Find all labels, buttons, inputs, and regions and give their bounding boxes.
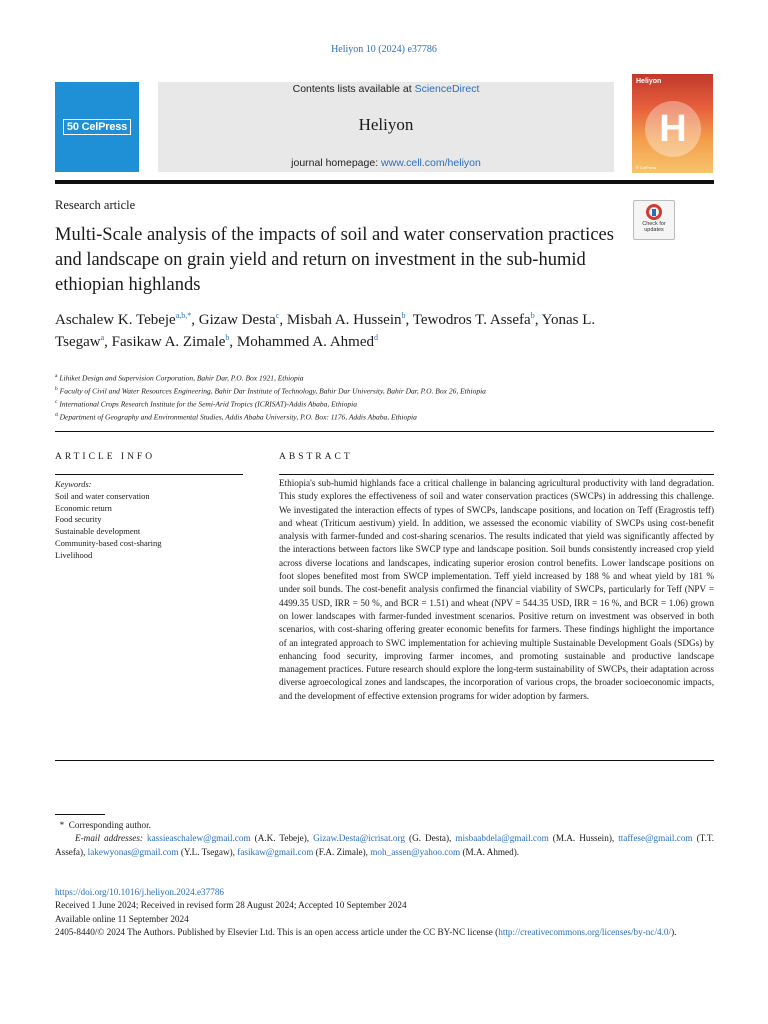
doi-link[interactable]: https://doi.org/10.1016/j.heliyon.2024.e37786 [55, 887, 225, 897]
email-owner: (Y.L. Tsegaw), [180, 846, 235, 857]
affiliation-text: Department of Geography and Environmental Studies, Addis Ababa University, P.O. Box: 1176, Addis Ababa, Ethiopia [59, 412, 417, 422]
keyword-item: Soil and water conservation [55, 490, 150, 501]
email-label: E-mail addresses: [75, 833, 143, 844]
author-affiliation-marker[interactable]: c [275, 311, 280, 320]
check-for-updates-button[interactable] [633, 200, 675, 240]
email-link[interactable]: kassieaschalew@gmail.com [147, 833, 251, 844]
abstract-text: Ethiopia's sub-humid highlands face a critical challenge in balancing agricultural productivity with land degradation. This study explores the effectiveness of soil and water conservation practices (SWCPs) in addressing this challenge. We investigated the interaction effects of types of SWCPs, landscape positions, and location on Teff (Eragrostis teff) and wheat (Triticum aestivum) yield. In addition, we assessed the economic viability of SWCPs using cost-benefit analysis with farmer-funded and cost-sharing scenarios. The results indicated that yield was significantly affected by the interactions between factors like SWCP type and landscape position. Soil bunds consistently increased crop yield across diverse locations and landscapes, indicating superior erosion control benefits. Lower landscape positions on foot slopes benefited most from SWCP implementation. Teff yield increased by 188 % and wheat yield by 181 % under soil bunds. The cost-benefit analysis confirmed the financial viability of SWCPs, particularly for Teff (NPV = 4499.35 USD, IRR = 50 %, and BCR = 1.51) and wheat (NPV = 544.35 USD, IRR = 16 %, and BCR = 1.06) grown on lower landscapes with farmer-funded investment scenarios. Positive return on investment was observed in both scenarios, with cost-sharing offering greater economic benefits for farmers. These findings highlight the importance of an integrated approach to SWC implementation for achieving multiple Sustainable Development Goals (SDGs) by enhancing food security, improving farmer incomes, and promoting sustainable and productive landscape management practices. Future research should explore the long-term sustainability of SWCPs, their adaptation across diverse agroecological zones and landscapes, the incorporation of various crops, the broader socioeconomic impacts, and the development of effective extension programs for wider adoption by farmers. [279, 478, 714, 701]
affiliation-marker: d [55, 412, 58, 418]
email-link[interactable]: moh_assen@yahoo.com [370, 846, 461, 857]
article-type: Research article [55, 198, 136, 212]
email-owner: (M.A. Ahmed). [462, 846, 520, 857]
affiliation-item [55, 384, 695, 397]
affiliation-text: International Crops Research Institute for the Semi-Arid Tropics (ICRISAT)-Addis Ababa, Ethiopia [59, 399, 358, 409]
email-owner: (A.K. Tebeje), [254, 833, 310, 844]
email-link[interactable]: fasikaw@gmail.com [237, 846, 314, 857]
keyword-item: Sustainable development [55, 526, 141, 537]
email-link[interactable]: Gizaw.Desta@icrisat.org [313, 833, 406, 844]
license-link[interactable]: http://creativecommons.org/licenses/by-nc/4.0/ [498, 926, 672, 937]
author-name: Fasikaw A. Zimale [111, 334, 226, 350]
available-online: Available online 11 September 2024 [55, 913, 189, 924]
affiliation-item [55, 410, 695, 423]
author-name: Tewodros T. Assefa [412, 312, 531, 328]
cellpress-logo-text: 50 CelPress [63, 119, 131, 135]
crossmark-icon [646, 204, 662, 220]
article-info-heading: ARTICLE INFO [55, 452, 156, 462]
author-affiliation-marker[interactable]: a [100, 333, 105, 342]
license-statement [55, 926, 714, 939]
cover-title: Heliyon [636, 78, 662, 85]
cover-footer: © CelPress [636, 165, 657, 170]
author-separator: , [279, 312, 287, 328]
journal-banner [158, 82, 614, 172]
crossmark-line1: Check for [642, 221, 666, 227]
journal-name: Heliyon [358, 115, 414, 134]
affiliation-list [55, 371, 695, 423]
author-name: Mohammed A. Ahmed [236, 334, 374, 350]
contents-line [158, 83, 614, 95]
author-name: Aschalew K. Tebeje [55, 312, 176, 328]
abstract-rule [279, 474, 714, 475]
author-separator: , [104, 334, 112, 350]
footnote-rule [55, 814, 105, 815]
abstract-heading: ABSTRACT [279, 452, 353, 462]
publication-info [55, 886, 714, 939]
author-list [55, 307, 615, 351]
affiliation-text: Faculty of Civil and Water Resources Engineering, Bahir Dar Institute of Technology, Bahir Dar University, Bahir Dar, P.O. Box 26, Ethiopia [59, 386, 486, 396]
article-title: Multi-Scale analysis of the impacts of soil and water conservation practices and landscape on grain yield and return on investment in the sub-humid ethiopian highlands [55, 225, 614, 295]
email-addresses [55, 832, 714, 859]
corresponding-mark: * [59, 820, 65, 830]
author-affiliation-marker[interactable]: d [373, 333, 378, 342]
corresponding-author-note [55, 819, 714, 832]
author-name: Gizaw Desta [198, 312, 276, 328]
cover-emblem [645, 101, 701, 157]
keyword-item: Food security [55, 514, 102, 525]
affiliation-marker: b [55, 386, 58, 392]
email-link[interactable]: misbaabdela@gmail.com [455, 833, 549, 844]
crossmark-label [634, 221, 674, 233]
corresponding-author-text: Corresponding author. [68, 820, 151, 830]
cover-letter: H [659, 108, 687, 150]
license-suffix: ). [671, 926, 677, 937]
email-link[interactable]: ttaffese@gmail.com [618, 833, 693, 844]
received-dates: Received 1 June 2024; Received in revised form 28 August 2024; Accepted 10 September 2024 [55, 900, 407, 911]
email-link[interactable]: lakewyonas@gmail.com [87, 846, 179, 857]
keywords-label: Keywords: [55, 479, 92, 489]
affiliation-marker: a [55, 373, 58, 379]
footnotes [55, 819, 714, 859]
crossmark-line2: updates [644, 227, 664, 233]
keywords-list [55, 491, 243, 562]
keyword-item: Community-based cost-sharing [55, 537, 162, 548]
header-divider [55, 180, 714, 184]
email-owner: (G. Desta), [409, 833, 452, 844]
affiliation-item [55, 371, 695, 384]
email-owner: (T.T. Assefa), [55, 833, 715, 857]
author-separator: , [229, 334, 237, 350]
contents-prefix: Contents lists available at [292, 83, 415, 95]
keyword-item: Livelihood [55, 549, 93, 560]
license-prefix: 2405-8440/© 2024 The Authors. Published by Elsevier Ltd. This is an open access article under the CC BY-NC license ( [55, 926, 499, 937]
author-affiliation-marker[interactable]: a,b,* [175, 311, 192, 320]
author-separator: , [191, 312, 199, 328]
author-affiliation-marker[interactable]: b [401, 311, 406, 320]
journal-cover-image [632, 74, 713, 173]
homepage-line [158, 157, 614, 169]
journal-reference-link[interactable]: Heliyon 10 (2024) e37786 [331, 44, 437, 55]
author-name: Misbah A. Hussein [286, 312, 402, 328]
affiliation-divider [55, 431, 714, 432]
article-info-rule [55, 474, 243, 475]
abstract-bottom-divider [55, 760, 714, 761]
keyword-item: Economic return [55, 502, 112, 513]
author-affiliation-marker[interactable]: b [530, 311, 535, 320]
sciencedirect-link[interactable]: ScienceDirect [414, 83, 480, 95]
author-affiliation-marker[interactable]: b [225, 333, 230, 342]
homepage-prefix: journal homepage: [291, 157, 382, 169]
author-name: Yonas L. Tsegaw [55, 312, 596, 350]
keywords-block [55, 479, 243, 562]
author-separator: , [534, 312, 542, 328]
affiliation-item [55, 397, 695, 410]
email-owner: (M.A. Hussein), [552, 833, 615, 844]
email-owner: (F.A. Zimale), [315, 846, 368, 857]
affiliation-marker: c [55, 399, 58, 405]
homepage-link[interactable]: www.cell.com/heliyon [381, 157, 481, 169]
affiliation-text: Lihiket Design and Supervision Corporation, Bahir Dar, P.O. Box 1921, Ethiopia [59, 373, 304, 383]
author-separator: , [405, 312, 413, 328]
cellpress-logo [55, 82, 139, 172]
